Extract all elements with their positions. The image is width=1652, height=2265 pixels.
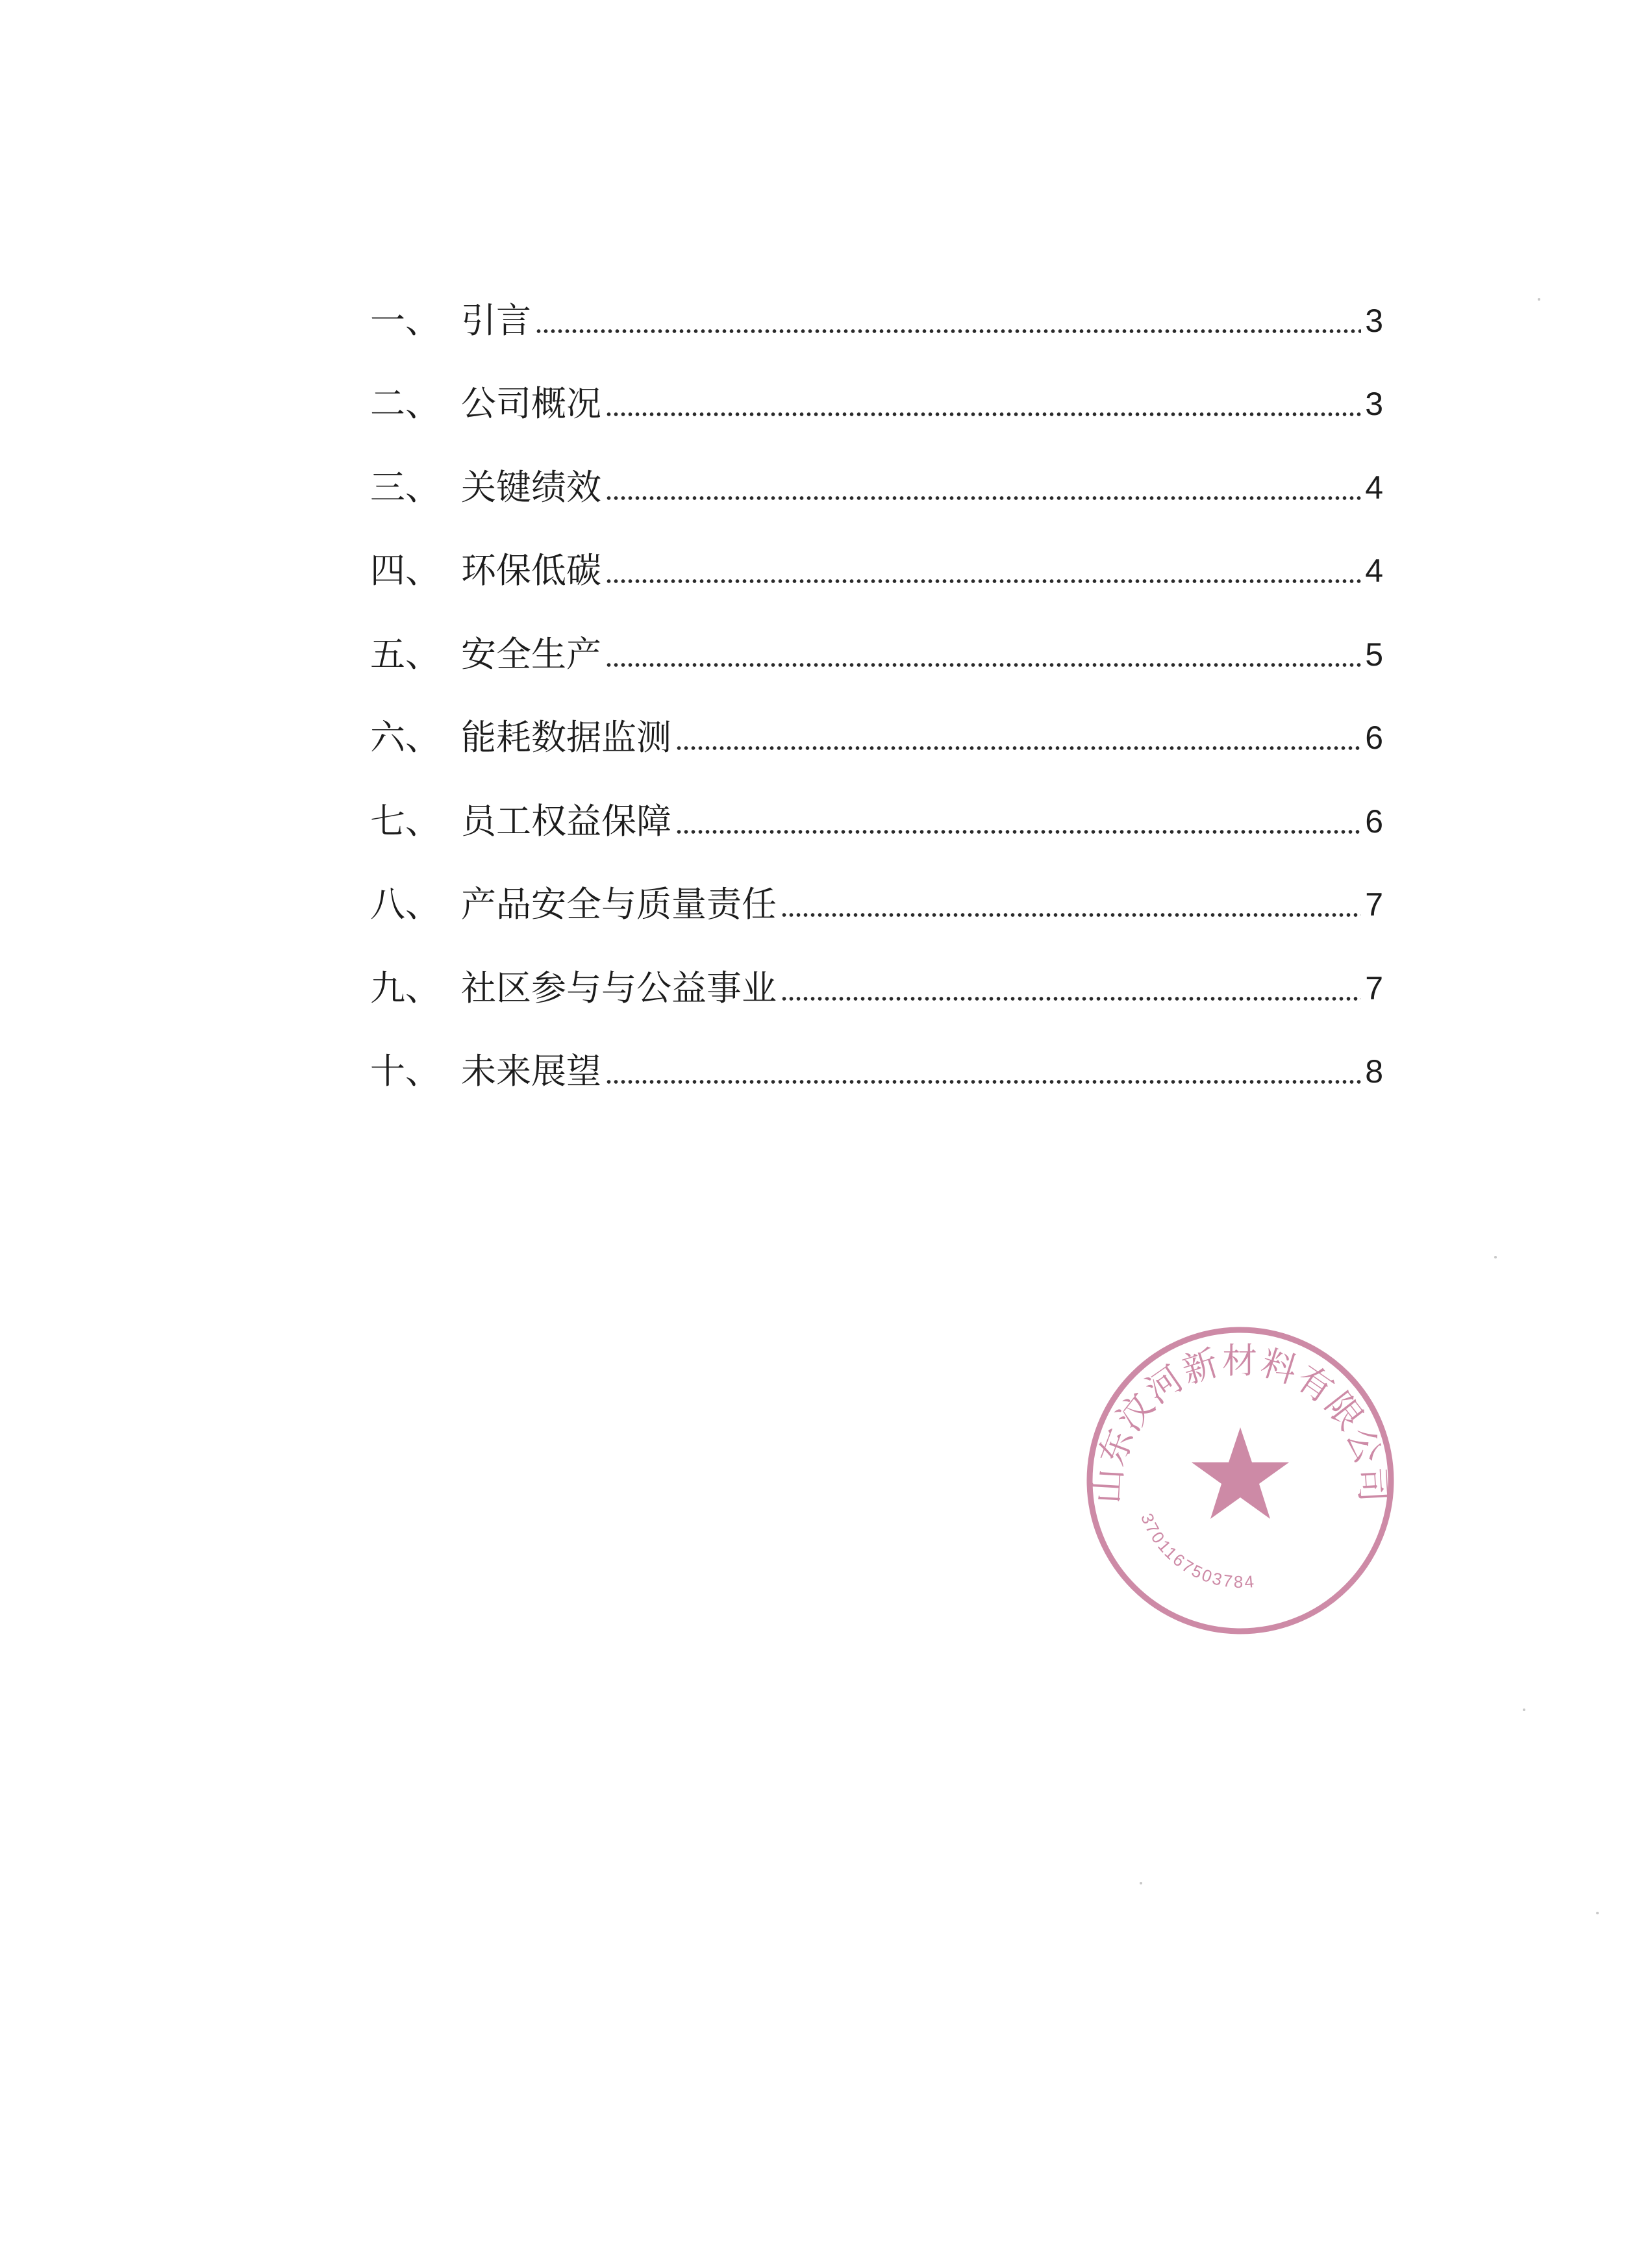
scan-speck (1523, 1708, 1525, 1711)
toc-dot-leader (781, 996, 1361, 1001)
toc-entry-title: 环保低碳 (461, 550, 601, 591)
toc-entry-page: 4 (1365, 553, 1383, 589)
toc-entry-page: 6 (1365, 803, 1383, 840)
toc-entry-title: 产品安全与质量责任 (461, 884, 777, 925)
scan-speck (1538, 298, 1540, 301)
toc-entry-page: 6 (1365, 720, 1383, 756)
scan-speck (1140, 1882, 1142, 1884)
toc-entry-page: 7 (1365, 970, 1383, 1007)
scan-speck (1596, 1912, 1599, 1914)
toc-entry[interactable] (370, 924, 1383, 1008)
toc-entry-title: 引言 (461, 299, 531, 341)
toc-dot-leader (605, 495, 1361, 501)
table-of-contents (370, 257, 1383, 1091)
toc-entry-number: 七、 (370, 800, 440, 842)
toc-entry-number: 十、 (370, 1051, 440, 1092)
toc-entry[interactable] (370, 340, 1383, 424)
toc-entry[interactable] (370, 674, 1383, 758)
toc-entry[interactable] (370, 507, 1383, 591)
toc-entry-number: 六、 (370, 717, 440, 758)
toc-entry-number: 五、 (370, 633, 440, 675)
toc-dot-leader (675, 829, 1361, 834)
scan-speck (1494, 1256, 1497, 1258)
toc-entry-number: 一、 (370, 299, 440, 341)
toc-entry-number: 九、 (370, 967, 440, 1008)
toc-dot-leader (605, 662, 1361, 668)
toc-entry-number: 三、 (370, 466, 440, 508)
toc-entry-title: 未来展望 (461, 1051, 601, 1092)
seal-star-icon (1192, 1427, 1289, 1519)
toc-dot-leader (605, 579, 1361, 584)
toc-entry-page: 7 (1365, 886, 1383, 923)
toc-dot-leader (605, 1079, 1361, 1084)
toc-entry-title: 安全生产 (461, 633, 601, 675)
toc-entry-title: 能耗数据监测 (461, 717, 671, 758)
toc-entry-number: 八、 (370, 884, 440, 925)
toc-dot-leader (535, 329, 1361, 334)
toc-entry[interactable] (370, 841, 1383, 925)
toc-entry[interactable] (370, 257, 1383, 340)
toc-entry-page: 3 (1365, 302, 1383, 339)
toc-entry-page: 8 (1365, 1053, 1383, 1090)
toc-entry-title: 员工权益保障 (461, 800, 671, 842)
toc-entry[interactable] (370, 1008, 1383, 1092)
seal-company-name: 山东汶河新材料有限公司 (1086, 1340, 1394, 1505)
toc-entry-page: 3 (1365, 386, 1383, 422)
toc-dot-leader (675, 745, 1361, 751)
toc-entry-page: 5 (1365, 636, 1383, 673)
toc-entry-title: 关键绩效 (461, 466, 601, 508)
toc-entry-title: 公司概况 (461, 383, 601, 424)
toc-entry[interactable] (370, 423, 1383, 507)
toc-entry-page: 4 (1365, 469, 1383, 506)
toc-entry-number: 四、 (370, 550, 440, 591)
seal-registration-number: 3701167503784 (1136, 1510, 1257, 1592)
toc-entry-number: 二、 (370, 383, 440, 424)
toc-entry-title: 社区参与与公益事业 (461, 967, 777, 1008)
toc-dot-leader (781, 912, 1361, 918)
toc-entry[interactable] (370, 590, 1383, 674)
toc-dot-leader (605, 412, 1361, 417)
toc-entry[interactable] (370, 757, 1383, 841)
company-seal-stamp (1078, 1318, 1403, 1643)
